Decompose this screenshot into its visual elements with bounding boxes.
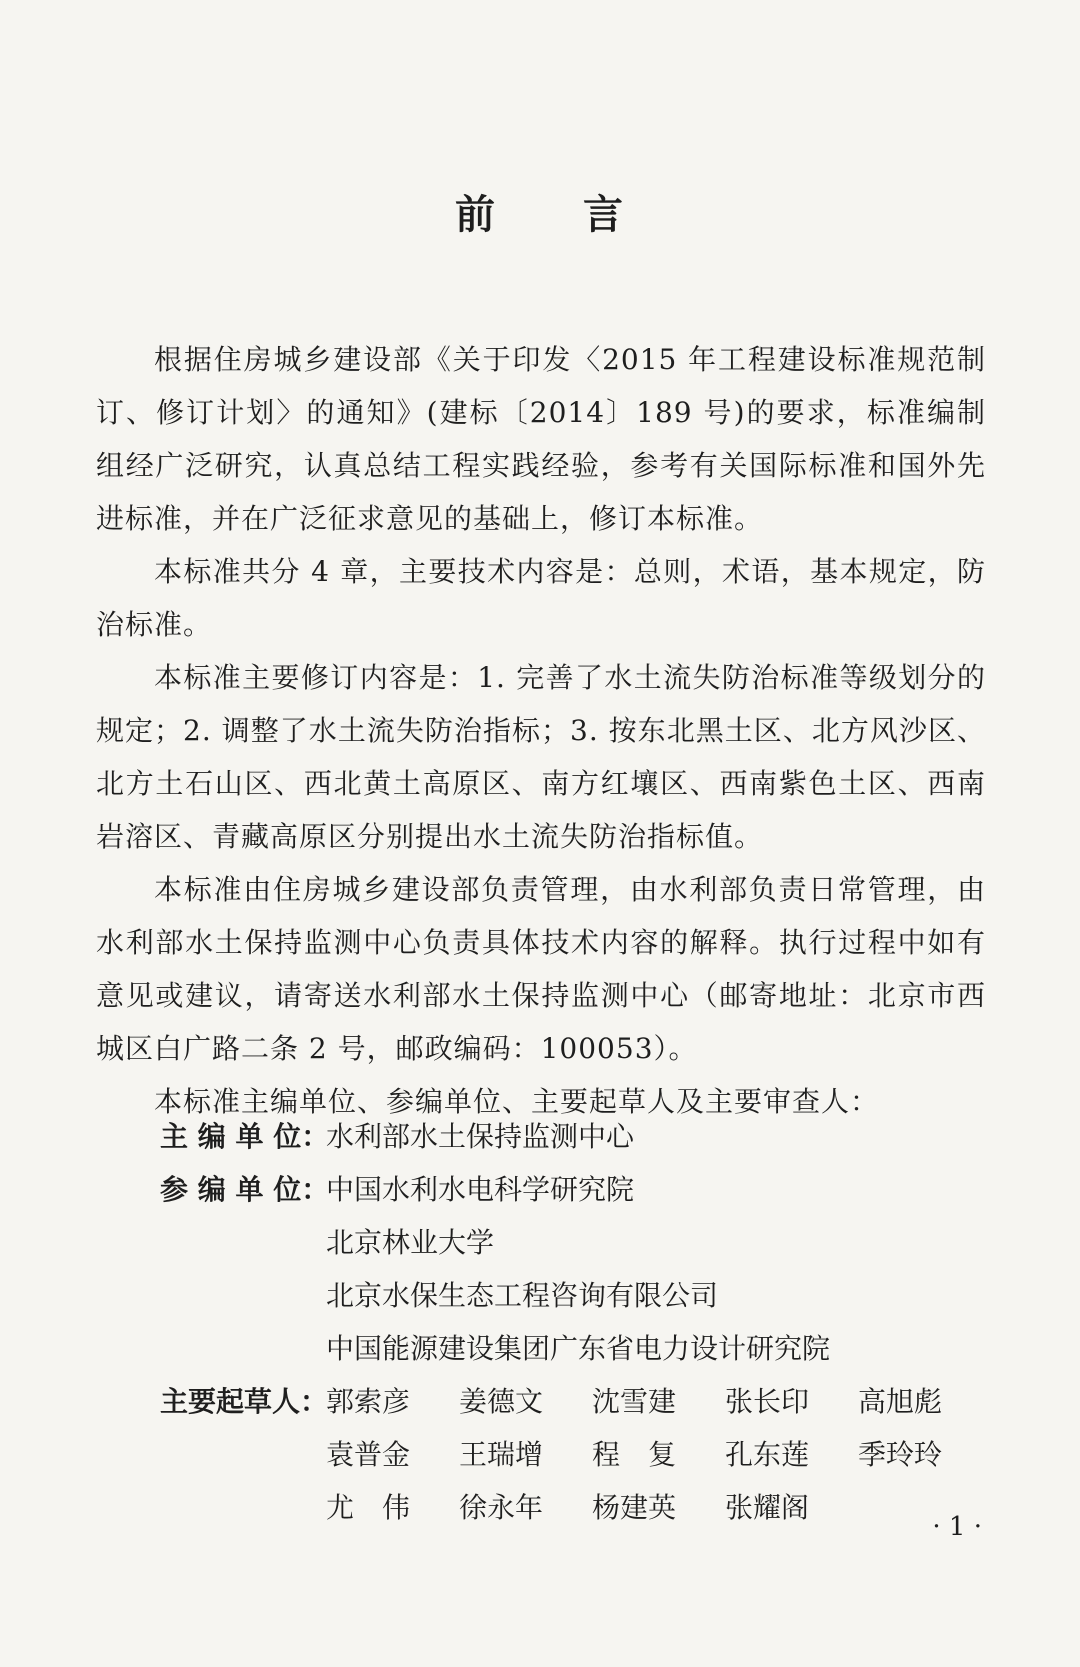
drafter-name: 季玲玲 xyxy=(858,1438,943,1471)
participating-unit-value: 北京水保生态工程咨询有限公司 xyxy=(326,1279,719,1312)
participating-unit-row xyxy=(96,1163,634,1216)
drafter-name: 徐永年 xyxy=(459,1491,544,1524)
participating-unit-row xyxy=(96,1269,718,1322)
paragraph-units-intro: 本标准主编单位、参编单位、主要起草人及主要审查人： xyxy=(154,1085,880,1118)
drafter-name: 郭索彦 xyxy=(326,1385,411,1418)
drafter-name: 张耀阁 xyxy=(725,1491,810,1524)
title-char-2: 言 xyxy=(583,192,625,238)
participating-unit-value: 中国能源建设集团广东省电力设计研究院 xyxy=(326,1332,831,1365)
paragraph-management: 本标准由住房城乡建设部负责管理，由水利部负责日常管理，由水利部水土保持监测中心负责具体技术内容的解释。执行过程中如有意见或建议，请寄送水利部水土保持监测中心（邮寄地址：北京市西城区白广路二条 2 号，邮政编码：100053）。 xyxy=(96,873,986,1065)
drafter-name: 高旭彪 xyxy=(858,1385,943,1418)
page-title xyxy=(0,183,1080,240)
chief-unit-label: 主 编 单 位： xyxy=(160,1120,330,1153)
drafters-row xyxy=(96,1375,991,1428)
drafters-row xyxy=(96,1428,991,1481)
paragraph-revisions: 本标准主要修订内容是：1. 完善了水土流失防治标准等级划分的规定；2. 调整了水土流失防治指标；3. 按东北黑土区、北方风沙区、北方土石山区、西北黄土高原区、南方红壤区、西南紫色土区、西南岩溶区、青藏高原区分别提出水土流失防治指标值。 xyxy=(96,661,986,853)
drafter-name: 程 复 xyxy=(592,1438,677,1471)
title-char-1: 前 xyxy=(455,192,497,238)
participating-unit-row xyxy=(96,1322,830,1375)
drafters-row xyxy=(96,1481,858,1534)
drafter-name: 姜德文 xyxy=(459,1385,544,1418)
chief-unit-row xyxy=(96,1110,634,1163)
preface-body xyxy=(96,333,986,1128)
drafter-name: 张长印 xyxy=(725,1385,810,1418)
drafters-label: 主要起草人： xyxy=(160,1385,329,1418)
paragraph-basis: 根据住房城乡建设部《关于印发〈2015 年工程建设标准规范制订、修订计划〉的通知》(建标〔2014〕189 号)的要求，标准编制组经广泛研究，认真总结工程实践经验，参考有关国际标准和国外先进标准，并在广泛征求意见的基础上，修订本标准。 xyxy=(96,343,986,535)
paragraph-chapters: 本标准共分 4 章，主要技术内容是：总则，术语，基本规定，防治标准。 xyxy=(96,555,986,641)
drafter-name: 袁普金 xyxy=(326,1438,411,1471)
drafter-name: 孔东莲 xyxy=(725,1438,810,1471)
drafter-name: 王瑞增 xyxy=(459,1438,544,1471)
drafter-name: 尤 伟 xyxy=(326,1491,411,1524)
drafter-name: 沈雪建 xyxy=(592,1385,677,1418)
participating-unit-label: 参 编 单 位： xyxy=(160,1173,330,1206)
drafter-name: 杨建英 xyxy=(592,1491,677,1524)
participating-unit-value: 北京林业大学 xyxy=(326,1226,495,1259)
page-number: · 1 · xyxy=(932,1512,982,1542)
chief-unit-value: 水利部水土保持监测中心 xyxy=(326,1120,635,1153)
participating-unit-row xyxy=(96,1216,494,1269)
participating-unit-value: 中国水利水电科学研究院 xyxy=(326,1173,635,1206)
